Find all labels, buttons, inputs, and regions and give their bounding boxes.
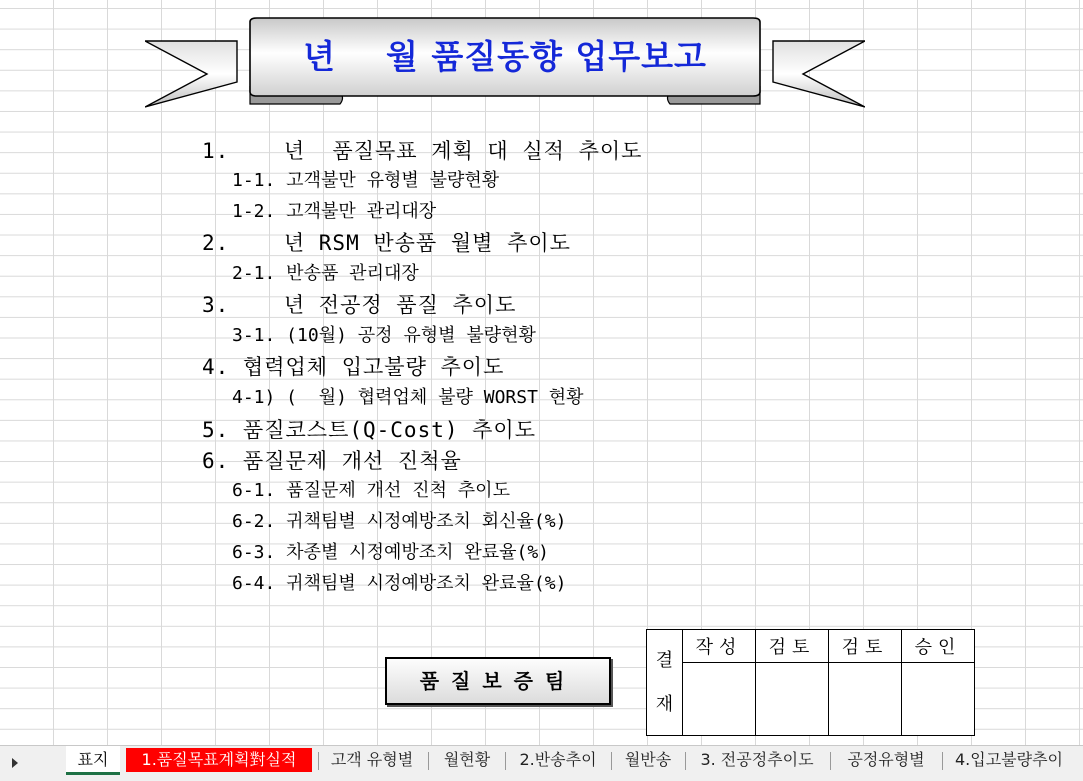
tab-separator xyxy=(428,752,429,770)
outline-sub-1-2: 1-2. 고객불만 관리대장 xyxy=(232,201,437,222)
approval-col-approve: 승인 xyxy=(902,630,975,663)
outline-heading-2: 2. 년 RSM 반송품 월별 추이도 xyxy=(202,231,571,255)
approval-side-label xyxy=(647,630,683,736)
outline-sub-6-3: 6-3. 차종별 시정예방조치 완료율(%) xyxy=(232,542,550,563)
tab-incoming-defect-trend[interactable]: 4.입고불량추이 xyxy=(954,750,1063,769)
tab-separator xyxy=(685,752,686,770)
tab-monthly-status[interactable]: 월현황 xyxy=(443,750,491,769)
tab-customer-type[interactable]: 고객 유형별 xyxy=(330,750,414,769)
report-title: 년 월 품질동향 업무보고 xyxy=(303,37,707,76)
tab-separator xyxy=(318,752,319,770)
outline-heading-4: 4. 협력업체 입고불량 추이도 xyxy=(202,355,505,379)
outline-heading-3: 3. 년 전공정 품질 추이도 xyxy=(202,293,517,317)
approval-col-review-2: 검토 xyxy=(829,630,902,663)
outline-sub-4-1: 4-1) ( 월) 협력업체 불량 WORST 현황 xyxy=(232,387,584,408)
tab-separator xyxy=(505,752,506,770)
approval-side-bottom: 재 xyxy=(655,693,674,715)
outline-sub-1-1: 1-1. 고객불만 유형별 불량현황 xyxy=(232,170,500,191)
tab-scroll-right-icon[interactable] xyxy=(12,758,18,768)
approval-table xyxy=(646,629,975,736)
tab-quality-goal[interactable]: 1.품질목표계획對실적 xyxy=(126,748,312,772)
outline-sub-6-4: 6-4. 귀책팀별 시정예방조치 완료율(%) xyxy=(232,573,567,594)
tab-process-type[interactable]: 공정유형별 xyxy=(847,750,925,769)
signature-cell-author[interactable] xyxy=(683,663,756,736)
team-label-box: 품질보증팀 xyxy=(385,657,611,705)
outline-sub-6-1: 6-1. 품질문제 개선 진척 추이도 xyxy=(232,480,510,501)
outline-sub-2-1: 2-1. 반송품 관리대장 xyxy=(232,263,419,284)
outline-sub-6-2: 6-2. 귀책팀별 시정예방조치 회신율(%) xyxy=(232,511,567,532)
outline-heading-5: 5. 품질코스트(Q-Cost) 추이도 xyxy=(202,418,537,442)
title-banner xyxy=(145,14,865,112)
tab-separator xyxy=(942,752,943,770)
tab-cover[interactable]: 표지 xyxy=(66,746,120,775)
tab-monthly-return[interactable]: 월반송 xyxy=(624,750,672,769)
tab-process-trend[interactable]: 3. 전공정추이도 xyxy=(700,750,814,769)
signature-cell-approve[interactable] xyxy=(902,663,975,736)
outline-heading-6: 6. 품질문제 개선 진척율 xyxy=(202,449,462,473)
approval-side-top: 결 xyxy=(655,649,674,671)
approval-col-author: 작성 xyxy=(683,630,756,663)
tab-separator xyxy=(611,752,612,770)
approval-col-review-1: 검토 xyxy=(756,630,829,663)
signature-cell-review-1[interactable] xyxy=(756,663,829,736)
sheet-tab-bar xyxy=(0,745,1083,781)
outline-sub-3-1: 3-1. (10월) 공정 유형별 불량현황 xyxy=(232,325,536,346)
tab-return-trend[interactable]: 2.반송추이 xyxy=(519,750,597,769)
tab-separator xyxy=(830,752,831,770)
signature-cell-review-2[interactable] xyxy=(829,663,902,736)
outline-heading-1: 1. 년 품질목표 계획 대 실적 추이도 xyxy=(202,139,643,163)
